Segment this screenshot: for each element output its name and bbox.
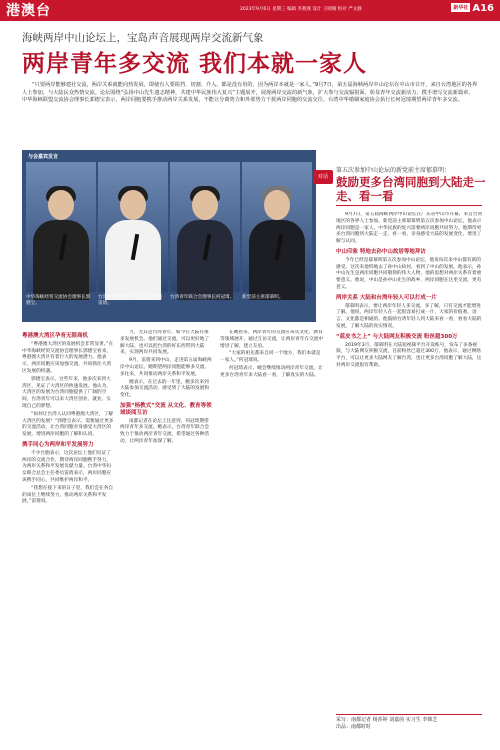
- subhead: 两岸关系 大陆和台湾年轻人可以打成一片: [336, 294, 437, 301]
- photo-yu: [242, 162, 312, 292]
- pub-tag: 新华社: [453, 5, 469, 11]
- subhead: “蓝皮书之上” 与大陆网友积极交流 粉丝超300万: [336, 333, 458, 340]
- subhead: 加强“杨教式”交流 从文化、教育等领域谈阅互访: [120, 402, 212, 416]
- paragraph: 南都记者在论坛上注意到，何冠琦期望两岸青年多交流。她表示，台湾青年联合会致力于推动两岸青年交流，希望通过各种活动，让两岸青年加深了解。: [120, 418, 210, 444]
- paragraph: 2019年3月，郁慕明在大陆短视频平台开设账号，发布了多条视频，与大陆网友积极交流，目前粉丝已超过300万。他表示，通过网络平台，可以让更多大陆网友了解台湾，也让更多台湾同胞了解大陆，这对两岸交流很有帮助。: [336, 342, 482, 368]
- photo-he: [170, 162, 240, 292]
- credit-line: 采写：南都记者 杨莎婷 刘嘉茵 实习生 李锦芝: [336, 717, 438, 723]
- right-headline: 鼓励更多台湾同胞到大陆走一走、看一看: [336, 175, 486, 203]
- lead-paragraph: “只要两岸能够建社交流，两岸关系就能向热发展，即使有人要阻挡、切割、介入，都是没有用的，因为两岸本就是一家人。”9月7日，第五届海峡两岸中山论坛在中山市召开，来自台湾地区的各界人士参加，与大陆民众热情交流。论坛围绕“弘扬中山先生遗志精神，共建中华民族伟大复兴”主题展开，展现两岸交流的新气象，扩大参与交流辐射面，彰显青年交流新活力，携手谱写交流新篇章。中华海峡联盟交流协会理事长郭德宝表示，两岸同胞要携手推动两岸关系发展，不能让分离势力和外部势力干扰两岸同胞的交流交往。台湾中华婚姻家庭协会执行长何冠琦期望两岸青年多交流。: [22, 82, 478, 104]
- photo-caption: 中华海峡经贸交流协会理事长郭德宝。: [26, 295, 91, 306]
- paragraph: 今年已经是郁慕明第五次参加中山论坛，他说每次来中山都有新的感受。这次来他特地去了孙中山故居，看到了中山的发展。他表示，孙中山先生是两岸同胞共同敬仰的伟大人物，他的思想对两岸关系有着重要意义。他说，中山是孙中山先生的故乡，两岸同胞在这里交流，更有意义。: [336, 257, 482, 290]
- paragraph: “粤港澳大湾区的发展机会非常显著。”在中华海峡经贸交流协会理事长郭德宝看来，粤港澳大湾区有着巨大的发展潜力。他表示，两岸同胞应该加强交流，共同抓住大湾区发展的机遇。: [22, 341, 114, 374]
- kicker: 海峡两岸中山论坛上，宝岛声音展现两岸交流新气象: [22, 32, 264, 44]
- photo-caption: 台湾青年联合会理事长何冠琦。: [170, 295, 235, 300]
- credits: [336, 714, 482, 731]
- left-column-2: [120, 330, 212, 744]
- page-number-text: A16: [472, 3, 494, 14]
- left-column-1: [22, 330, 114, 744]
- subhead: 携手同心为两岸和平发展努力: [22, 441, 94, 448]
- paragraph: “大家的祖先都来自同一个地方，我们本就是一家人。”何冠琦说。: [220, 351, 321, 364]
- photo-banner: 与会嘉宾发言: [28, 154, 59, 160]
- page-title: 两岸青年多交流 我们本就一家人: [22, 51, 368, 77]
- paragraph: 力，尤其是台湾青年，如今在大陆有很多发展机会。他们通过交流，可以更好地了解大陆，也可以把台湾的好东西带到大陆来，实现两岸共同发展。: [120, 330, 210, 356]
- photo-caption: 新党前主席郁慕明。: [242, 295, 284, 300]
- paragraph: “如何让台湾人认同粤港澳大湾区，了解大湾区的发展？”郭德宝表示，需要通过更多的交流活动，让台湾同胞亲身感受大湾区的发展，增进两岸同胞的了解和认同。: [22, 411, 114, 438]
- dialogue-badge: 对话: [313, 170, 333, 184]
- credit-line: 出品：南都时时: [336, 724, 372, 730]
- page-number: [451, 3, 494, 14]
- dateline: 2023年9月6日 星期三 编辑 李燕燕 设计 王晴晴 校对 严文静: [240, 7, 362, 12]
- photo-caption: 台湾中华妇女联合总会主任委员雷倩。: [98, 295, 163, 306]
- subhead: 粤港澳大湾区孕育无限商机: [22, 333, 89, 339]
- paragraph: 郁慕明表示，要让两岸年轻人多交流，多了解，只有交流才能增进了解。他说，两岸年轻人在一起很容易打成一片，大家的价值观、语言、文化都是相通的。他鼓励台湾年轻人到大陆来看一看，看看大陆的发展，了解大陆的真实情况。: [336, 303, 482, 329]
- right-column: [336, 212, 484, 710]
- photo-guo: [26, 162, 96, 292]
- photo-lei: [98, 162, 168, 292]
- section-name: 港澳台: [6, 3, 51, 19]
- left-column-3: [220, 330, 324, 744]
- paragraph: 何冠琦表示，她会继续推动两岸青年交流，让更多台湾青年来大陆看一看，了解真实的大陆。: [220, 365, 323, 378]
- paragraph: “我想在接下来的日子里，我们会在各自的岗位上继续努力，推动两岸关系和平发展。”雷倩说。: [22, 485, 114, 505]
- paragraph: 郭德宝表示，这些年来，他多次来到大湾区，见证了大湾区的快速发展。他认为，大湾区的发展为台湾同胞提供了广阔的空间，台湾青年可以来大湾区创业、就业，实现自己的梦想。: [22, 376, 112, 409]
- paragraph: 9月，雷倩来到中山，走进第五届海峡两岸中山论坛，她期望两岸同胞能够多交流、多往来，共同推动两岸关系和平发展。: [120, 358, 212, 377]
- paragraph: 不少台胞表示，这次论坛上他们见证了两岸的交流合作，期待两岸同胞携手努力，为两岸关系和平发展贡献力量。台湾中华妇女联合总会主任委员雷倩表示，两岸同胞应该携手同心，共同维护两岸和平。: [22, 450, 112, 483]
- masthead: [0, 0, 500, 21]
- paragraph: 在她看来，两岸青年的交流应该从文化、教育等领域展开，通过互访交流，让两岸青年在交流中增进了解，建立友谊。: [220, 330, 324, 349]
- photo-block: [22, 150, 316, 322]
- paragraph: 她表示，在过去的一年里，她多次来到大陆参加交流活动，感受到了大陆的发展和变化。: [120, 379, 210, 399]
- subhead: 中山印象 特地去孙中山故居等地拜访: [336, 248, 426, 255]
- right-kicker: 第五次参加中山论坛的新党前主席郁慕明：: [336, 167, 451, 174]
- divider: [336, 205, 482, 206]
- paragraph: 9月7日，第五届海峡两岸中山论坛在广东省中山市开幕，来自台湾地区的各界人士参加。新党前主席郁慕明第五次参加中山论坛，他表示两岸同胞是一家人，中华民族的复兴需要两岸同胞共同努力。他期待更多台湾同胞到大陆走一走、看一看，亲身感受大陆的发展变化，增进了解与认同。: [336, 212, 483, 245]
